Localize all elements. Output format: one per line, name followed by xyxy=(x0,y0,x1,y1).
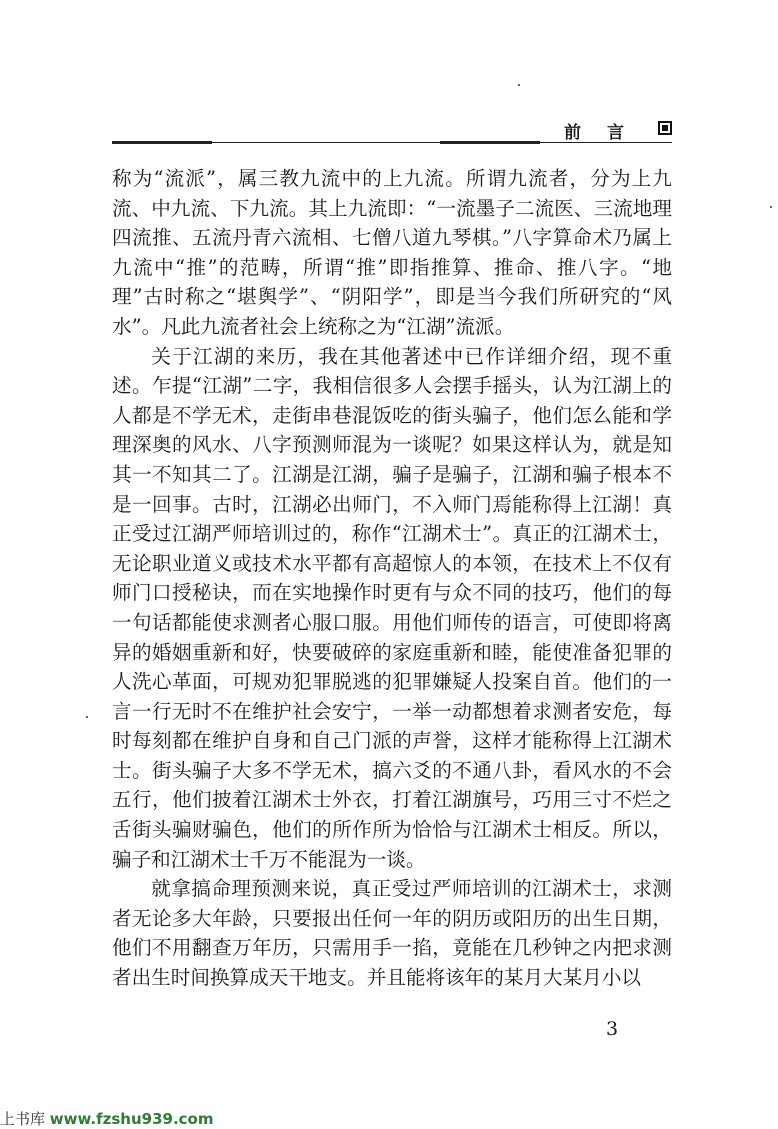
scan-speck xyxy=(770,206,772,208)
header-rule-accent-left xyxy=(112,141,212,144)
scan-speck xyxy=(86,716,88,718)
body-text xyxy=(112,164,672,993)
page-number: 3 xyxy=(606,1018,619,1040)
header-square-icon xyxy=(658,121,672,135)
footer-url: www.fzshu939.com xyxy=(49,1110,214,1128)
footer-prefix: 上书库 xyxy=(0,1110,46,1128)
header-rule-accent-right xyxy=(440,141,540,144)
header-title: 前言 xyxy=(564,123,650,143)
paragraph-3: 就拿搞命理预测来说，真正受过严师培训的江湖术士，求测者无论多大年龄，只要报出任何一年的阴历或阳历的出生日期，他们不用翻查万年历，只需用手一掐，竟能在几秒钟之内把求测者出生时间换算成天干地支。并且能将该年的某月大某月小以 xyxy=(112,877,672,990)
paragraph-2: 关于江湖的来历，我在其他著述中已作详细介绍，现不重述。乍提“江湖”二字，我相信很多人会摆手摇头，认为江湖上的人都是不学无术，走街串巷混饭吃的街头骗子，他们怎么能和学理深奥的风水、八字预测师混为一谈呢？如果这样认为，就是知其一不知其二了。江湖是江湖，骗子是骗子，江湖和骗子根本不是一回事。古时，江湖必出师门，不入师门焉能称得上江湖！真正受过江湖严师培训过的，称作“江湖术士”。真正的江湖术士，无论职业道义或技术水平都有高超惊人的本领，在技术上不仅有师门口授秘诀，而在实地操作时更有与众不同的技巧，他们的每一句话都能使求测者心服口服。用他们师传的语言，可使即将离异的婚姻重新和好，快要破碎的家庭重新和睦，能使准备犯罪的人洗心革面，可规劝犯罪脱逃的犯罪嫌疑人投案自首。他们的一言一行无时不在维护社会安宁，一举一动都想着求测者安危，每时每刻都在维护自身和自己门派的声誉，这样才能称得上江湖术士。街头骗子大多不学无术，搞六爻的不通八卦，看风水的不会五行，他们披着江湖术士外衣，打着江湖旗号，巧用三寸不烂之舌街头骗财骗色，他们的所作所为恰恰与江湖术士相反。所以，骗子和江湖术士千万不能混为一谈。 xyxy=(112,344,672,871)
paragraph-1: 称为“流派”，属三教九流中的上九流。所谓九流者，分为上九流、中九流、下九流。其上九流即：“一流墨子二流医、三流地理四流推、五流丹青六流相、七僧八道九琴棋。”八字算命术乃属上九流中“推”的范畴，所谓“推”即指推算、推命、推八字。“地理”古时称之“堪舆学”、“阴阳学”，即是当今我们所研究的“风水”。凡此九流者社会上统称之为“江湖”流派。 xyxy=(112,167,672,338)
scan-speck xyxy=(518,84,520,86)
footer-watermark xyxy=(0,1108,214,1129)
